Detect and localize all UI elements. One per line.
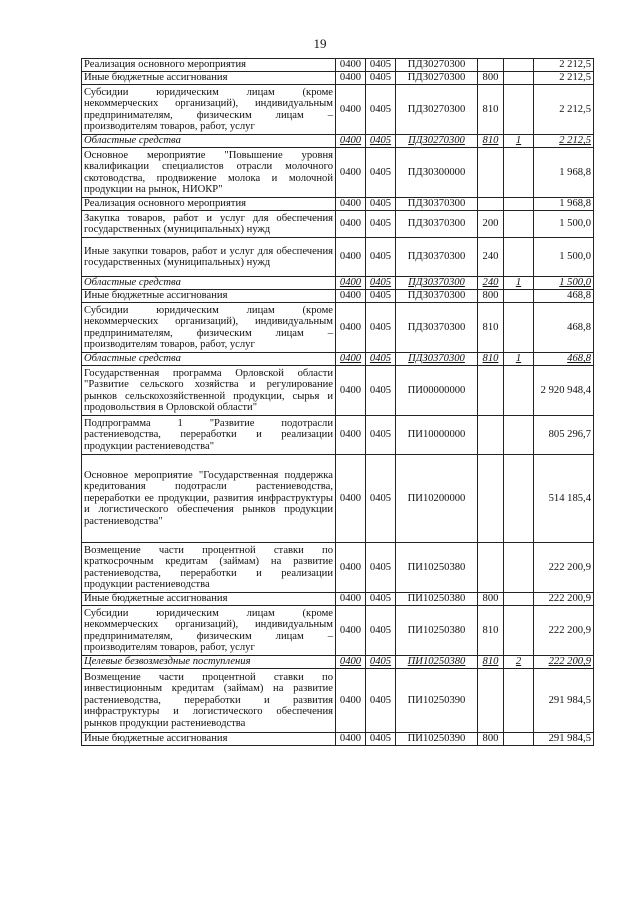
row-target-article-code: ПДЗ0270300 (396, 59, 478, 72)
row-expense-type-code (478, 455, 504, 543)
row-amount: 1 500,0 (534, 238, 594, 277)
row-name: Субсидии юридическим лицам (кроме некоммерческих организаций), индивидуальным предпринимателям, физическим лицам – производителям товаров, работ, услуг (82, 606, 336, 656)
row-name: Субсидии юридическим лицам (кроме некоммерческих организаций), индивидуальным предпринимателям, физическим лицам – производителям товаров, работ, услуг (82, 85, 336, 135)
row-source-code (504, 211, 534, 238)
row-source-code (504, 59, 534, 72)
row-expense-type-code: 800 (478, 72, 504, 85)
row-target-article-code: ПИ10250380 (396, 656, 478, 669)
row-target-article-code: ПИ10200000 (396, 455, 478, 543)
row-expense-type-code: 810 (478, 656, 504, 669)
row-source-code (504, 366, 534, 416)
row-name: Иные закупки товаров, работ и услуг для обеспечения государственных (муниципальных) нужд (82, 238, 336, 277)
budget-table (81, 58, 594, 746)
row-expense-type-code: 800 (478, 290, 504, 303)
table-row (82, 72, 594, 85)
row-source-code (504, 606, 534, 656)
row-subsection-code: 0405 (366, 669, 396, 733)
row-expense-type-code: 810 (478, 353, 504, 366)
table-row (82, 353, 594, 366)
table-row (82, 148, 594, 198)
row-name: Возмещение части процентной ставки по инвестиционным кредитам (займам) на развитие растениеводства, переработки и развития инфраструктуры и логистического обеспечения рынков продукции растениеводства (82, 669, 336, 733)
row-name: Реализация основного мероприятия (82, 198, 336, 211)
table-row (82, 198, 594, 211)
row-subsection-code: 0405 (366, 416, 396, 455)
row-amount: 222 200,9 (534, 606, 594, 656)
row-subsection-code: 0405 (366, 238, 396, 277)
row-expense-type-code (478, 669, 504, 733)
row-expense-type-code: 810 (478, 135, 504, 148)
row-section-code: 0400 (336, 290, 366, 303)
row-subsection-code: 0405 (366, 198, 396, 211)
row-subsection-code: 0405 (366, 148, 396, 198)
row-source-code (504, 238, 534, 277)
table-row (82, 656, 594, 669)
table-row (82, 59, 594, 72)
row-amount: 222 200,9 (534, 543, 594, 593)
row-name: Основное мероприятие "Повышение уровня квалификации специалистов отрасли молочного скотоводства, продвижение молока и молочной продукции на рынок, НИОКР" (82, 148, 336, 198)
row-target-article-code: ПИ10250390 (396, 669, 478, 733)
row-source-code (504, 198, 534, 211)
row-expense-type-code: 200 (478, 211, 504, 238)
table-row (82, 85, 594, 135)
row-subsection-code: 0405 (366, 455, 396, 543)
row-amount: 2 212,5 (534, 59, 594, 72)
row-target-article-code: ПДЗ0270300 (396, 85, 478, 135)
row-source-code: 1 (504, 353, 534, 366)
table-body (82, 59, 594, 746)
row-source-code (504, 733, 534, 746)
row-name: Иные бюджетные ассигнования (82, 733, 336, 746)
row-section-code: 0400 (336, 416, 366, 455)
row-subsection-code: 0405 (366, 366, 396, 416)
row-target-article-code: ПИ10000000 (396, 416, 478, 455)
table-row (82, 211, 594, 238)
row-amount: 805 296,7 (534, 416, 594, 455)
row-subsection-code: 0405 (366, 543, 396, 593)
table-row (82, 277, 594, 290)
row-subsection-code: 0405 (366, 277, 396, 290)
row-source-code (504, 543, 534, 593)
row-section-code: 0400 (336, 733, 366, 746)
row-target-article-code: ПДЗ0270300 (396, 72, 478, 85)
table-row (82, 366, 594, 416)
row-amount: 1 500,0 (534, 277, 594, 290)
row-section-code: 0400 (336, 59, 366, 72)
table-row (82, 135, 594, 148)
row-name: Областные средства (82, 353, 336, 366)
row-amount: 468,8 (534, 353, 594, 366)
row-name: Иные бюджетные ассигнования (82, 593, 336, 606)
row-subsection-code: 0405 (366, 606, 396, 656)
row-source-code: 1 (504, 277, 534, 290)
row-subsection-code: 0405 (366, 353, 396, 366)
row-expense-type-code: 800 (478, 593, 504, 606)
row-subsection-code: 0405 (366, 733, 396, 746)
row-section-code: 0400 (336, 656, 366, 669)
row-expense-type-code: 240 (478, 277, 504, 290)
row-target-article-code: ПИ10250380 (396, 593, 478, 606)
row-section-code: 0400 (336, 198, 366, 211)
row-section-code: 0400 (336, 669, 366, 733)
table-row (82, 238, 594, 277)
row-target-article-code: ПДЗ0370300 (396, 238, 478, 277)
row-amount: 2 212,5 (534, 85, 594, 135)
row-expense-type-code (478, 543, 504, 593)
row-target-article-code: ПИ00000000 (396, 366, 478, 416)
row-amount: 1 968,8 (534, 148, 594, 198)
row-name: Государственная программа Орловской области "Развитие сельского хозяйства и регулирование рынков сельскохозяйственной продукции, сырья и продовольствия в Орловской области" (82, 366, 336, 416)
row-name: Областные средства (82, 135, 336, 148)
table-row (82, 593, 594, 606)
row-amount: 291 984,5 (534, 733, 594, 746)
row-section-code: 0400 (336, 455, 366, 543)
table-row (82, 290, 594, 303)
row-amount: 1 500,0 (534, 211, 594, 238)
table-row (82, 416, 594, 455)
row-section-code: 0400 (336, 593, 366, 606)
row-subsection-code: 0405 (366, 211, 396, 238)
row-name: Основное мероприятие "Государственная поддержка кредитования подотрасли растениеводства, переработки ее продукции, развития инфраструктуры и логистического обеспечения рынков продукции растениеводства" (82, 455, 336, 543)
row-amount: 468,8 (534, 290, 594, 303)
row-source-code (504, 303, 534, 353)
row-source-code (504, 593, 534, 606)
row-amount: 468,8 (534, 303, 594, 353)
row-section-code: 0400 (336, 135, 366, 148)
row-name: Подпрограмма 1 "Развитие подотрасли растениеводства, переработки и реализации продукции растениеводства" (82, 416, 336, 455)
row-amount: 222 200,9 (534, 593, 594, 606)
row-target-article-code: ПДЗ0370300 (396, 353, 478, 366)
row-target-article-code: ПИ10250380 (396, 543, 478, 593)
row-subsection-code: 0405 (366, 135, 396, 148)
row-expense-type-code (478, 366, 504, 416)
table-row (82, 733, 594, 746)
row-subsection-code: 0405 (366, 85, 396, 135)
row-target-article-code: ПИ10250390 (396, 733, 478, 746)
row-source-code (504, 72, 534, 85)
row-source-code: 2 (504, 656, 534, 669)
row-target-article-code: ПДЗ0370300 (396, 198, 478, 211)
row-section-code: 0400 (336, 72, 366, 85)
row-target-article-code: ПДЗ0370300 (396, 303, 478, 353)
row-expense-type-code (478, 198, 504, 211)
row-name: Возмещение части процентной ставки по краткосрочным кредитам (займам) на развитие растениеводства, переработки и реализации продукции растениеводства (82, 543, 336, 593)
row-amount: 2 212,5 (534, 72, 594, 85)
row-section-code: 0400 (336, 543, 366, 593)
row-expense-type-code: 810 (478, 606, 504, 656)
row-amount: 2 920 948,4 (534, 366, 594, 416)
row-expense-type-code: 800 (478, 733, 504, 746)
row-target-article-code: ПДЗ0300000 (396, 148, 478, 198)
row-amount: 291 984,5 (534, 669, 594, 733)
row-source-code (504, 85, 534, 135)
row-subsection-code: 0405 (366, 72, 396, 85)
row-subsection-code: 0405 (366, 593, 396, 606)
row-expense-type-code: 810 (478, 85, 504, 135)
row-name: Иные бюджетные ассигнования (82, 290, 336, 303)
row-source-code (504, 416, 534, 455)
row-target-article-code: ПДЗ0370300 (396, 211, 478, 238)
page-number: 19 (313, 36, 327, 51)
row-name: Закупка товаров, работ и услуг для обеспечения государственных (муниципальных) нужд (82, 211, 336, 238)
row-amount: 514 185,4 (534, 455, 594, 543)
row-source-code (504, 455, 534, 543)
row-subsection-code: 0405 (366, 656, 396, 669)
row-name: Целевые безвозмездные поступления (82, 656, 336, 669)
row-section-code: 0400 (336, 238, 366, 277)
row-expense-type-code (478, 416, 504, 455)
row-target-article-code: ПДЗ0370300 (396, 277, 478, 290)
table-row (82, 669, 594, 733)
row-section-code: 0400 (336, 211, 366, 238)
table-row (82, 606, 594, 656)
row-target-article-code: ПДЗ0270300 (396, 135, 478, 148)
row-subsection-code: 0405 (366, 290, 396, 303)
row-target-article-code: ПИ10250380 (396, 606, 478, 656)
row-expense-type-code: 240 (478, 238, 504, 277)
row-amount: 1 968,8 (534, 198, 594, 211)
table-row (82, 543, 594, 593)
row-section-code: 0400 (336, 303, 366, 353)
row-section-code: 0400 (336, 353, 366, 366)
row-source-code: 1 (504, 135, 534, 148)
row-amount: 2 212,5 (534, 135, 594, 148)
row-source-code (504, 290, 534, 303)
row-name: Субсидии юридическим лицам (кроме некоммерческих организаций), индивидуальным предпринимателям, физическим лицам – производителям товаров, работ, услуг (82, 303, 336, 353)
row-name: Иные бюджетные ассигнования (82, 72, 336, 85)
row-name: Областные средства (82, 277, 336, 290)
row-expense-type-code (478, 148, 504, 198)
row-subsection-code: 0405 (366, 59, 396, 72)
row-subsection-code: 0405 (366, 303, 396, 353)
row-amount: 222 200,9 (534, 656, 594, 669)
row-section-code: 0400 (336, 277, 366, 290)
row-section-code: 0400 (336, 606, 366, 656)
row-source-code (504, 148, 534, 198)
row-name: Реализация основного мероприятия (82, 59, 336, 72)
table-row (82, 455, 594, 543)
row-expense-type-code: 810 (478, 303, 504, 353)
row-source-code (504, 669, 534, 733)
row-target-article-code: ПДЗ0370300 (396, 290, 478, 303)
row-expense-type-code (478, 59, 504, 72)
table-row (82, 303, 594, 353)
row-section-code: 0400 (336, 85, 366, 135)
row-section-code: 0400 (336, 148, 366, 198)
row-section-code: 0400 (336, 366, 366, 416)
